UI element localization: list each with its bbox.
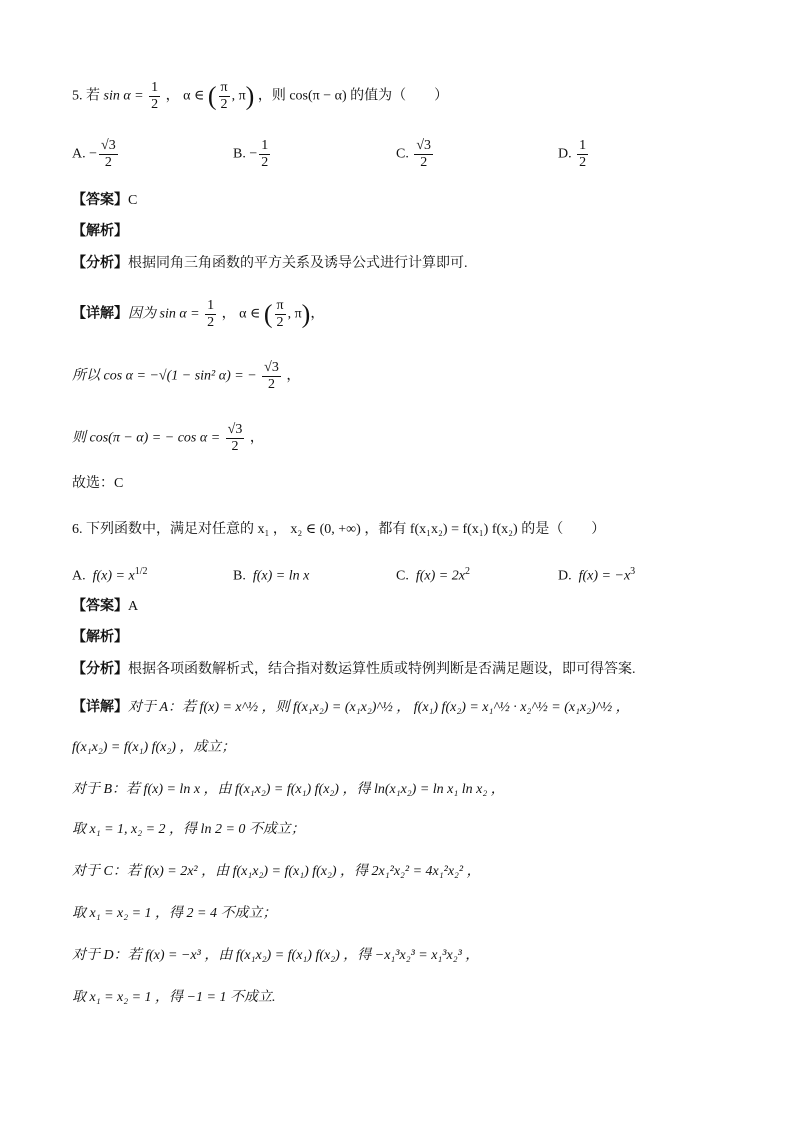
q5-option-b: B. − $\frac{1}{2}$	[233, 138, 269, 170]
q6-detail-1: 【详解】对于 A：若 f(x) = x^½ ，则 f(x₁x₂) = (x₁x₂)^½ ， f(x₁) f(x₂) = x₁^½ · x₂^½ = (x₁x₂)^½ ，	[72, 700, 630, 715]
q6-option-d: D. $f(x) = -x^3$	[558, 566, 636, 584]
q6-detail-3: 对于 B：若 f(x) = ln x ，由 f(x₁x₂) = f(x₁) f(x₂) ，得 ln(x₁x₂) = ln x₁ ln x₂ ，	[72, 782, 505, 797]
q6-option-a: A. $f(x) = x^{1/2}$	[72, 566, 148, 584]
q6-answer: 【答案】A	[72, 599, 139, 614]
q6-explain-label: 【解析】	[72, 630, 128, 645]
q6-analysis: 【分析】根据各项函数解析式，结合指对数运算性质或特例判断是否满足题设，即可得答案.	[72, 662, 636, 677]
q6-detail-2: f(x₁x₂) = f(x₁) f(x₂) ，成立；	[72, 740, 236, 755]
q5-explain-label: 【解析】	[72, 224, 128, 239]
q5-stem-cond2: ， α ∈	[165, 88, 205, 104]
q6-detail-4: 取 x₁ = 1, x₂ = 2 ，得 ln 2 = 0 不成立；	[72, 822, 305, 837]
q5-stem-frac: $\frac{1}{2}$	[151, 80, 159, 112]
q6-detail-8: 取 x₁ = x₂ = 1 ，得 −1 = 1 不成立.	[72, 990, 276, 1005]
q6-option-b: B. f(x) = ln x	[233, 568, 310, 584]
q5-detail-2: 所以 cos α = −√(1 − sin² α) = − $\frac{√3}{2}$ ，	[72, 360, 301, 392]
q5-stem-suffix: ，则 cos(π − α) 的值为（ ）	[257, 88, 449, 104]
q5-stem-interval-frac: $\frac{\pi}{2}$	[220, 80, 228, 112]
q5-detail-3: 则 cos(π − α) = − cos α = $\frac{√3}{2}$ ，	[72, 422, 264, 454]
q5-stem: 5. 若 sin α = $\frac{1}{2}$ ， α ∈ ( $\frac{\pi}{2}$ , π) ，则 cos(π − α) 的值为（ ）	[72, 80, 449, 112]
q5-stem-cond1: sin α =	[103, 88, 144, 104]
q6-detail-5: 对于 C：若 f(x) = 2x² ，由 f(x₁x₂) = f(x₁) f(x₂) ，得 2x₁²x₂² = 4x₁²x₂² ，	[72, 864, 481, 879]
q6-detail-7: 对于 D：若 f(x) = −x³ ，由 f(x₁x₂) = f(x₁) f(x₂) ，得 −x₁³x₂³ = x₁³x₂³ ，	[72, 948, 480, 963]
q5-answer: 【答案】C	[72, 193, 138, 208]
q5-conclusion: 故选：C	[72, 476, 124, 491]
q5-stem-prefix: 5. 若	[72, 88, 100, 104]
q5-option-c: C. $\frac{√3}{2}$	[396, 138, 432, 170]
q6-option-c: C. $f(x) = 2x^2$	[396, 566, 470, 584]
q5-analysis: 【分析】根据同角三角函数的平方关系及诱导公式进行计算即可.	[72, 256, 468, 271]
q5-option-a: A. − $\frac{√3}{2}$	[72, 138, 116, 170]
q5-detail-1: 【详解】因为 sin α = $\frac{1}{2}$ ， α ∈ ( $\frac{\pi}{2}$ , π)，	[72, 298, 325, 330]
q5-option-d: D. $\frac{1}{2}$	[558, 138, 587, 170]
q6-detail-6: 取 x₁ = x₂ = 1 ，得 2 = 4 不成立；	[72, 906, 277, 921]
q6-stem: 6. 下列函数中，满足对任意的 x₁ ， x₂ ∈ (0, +∞) ，都有 f(x₁x₂) = f(x₁) f(x₂) 的是（ ）	[72, 522, 606, 537]
